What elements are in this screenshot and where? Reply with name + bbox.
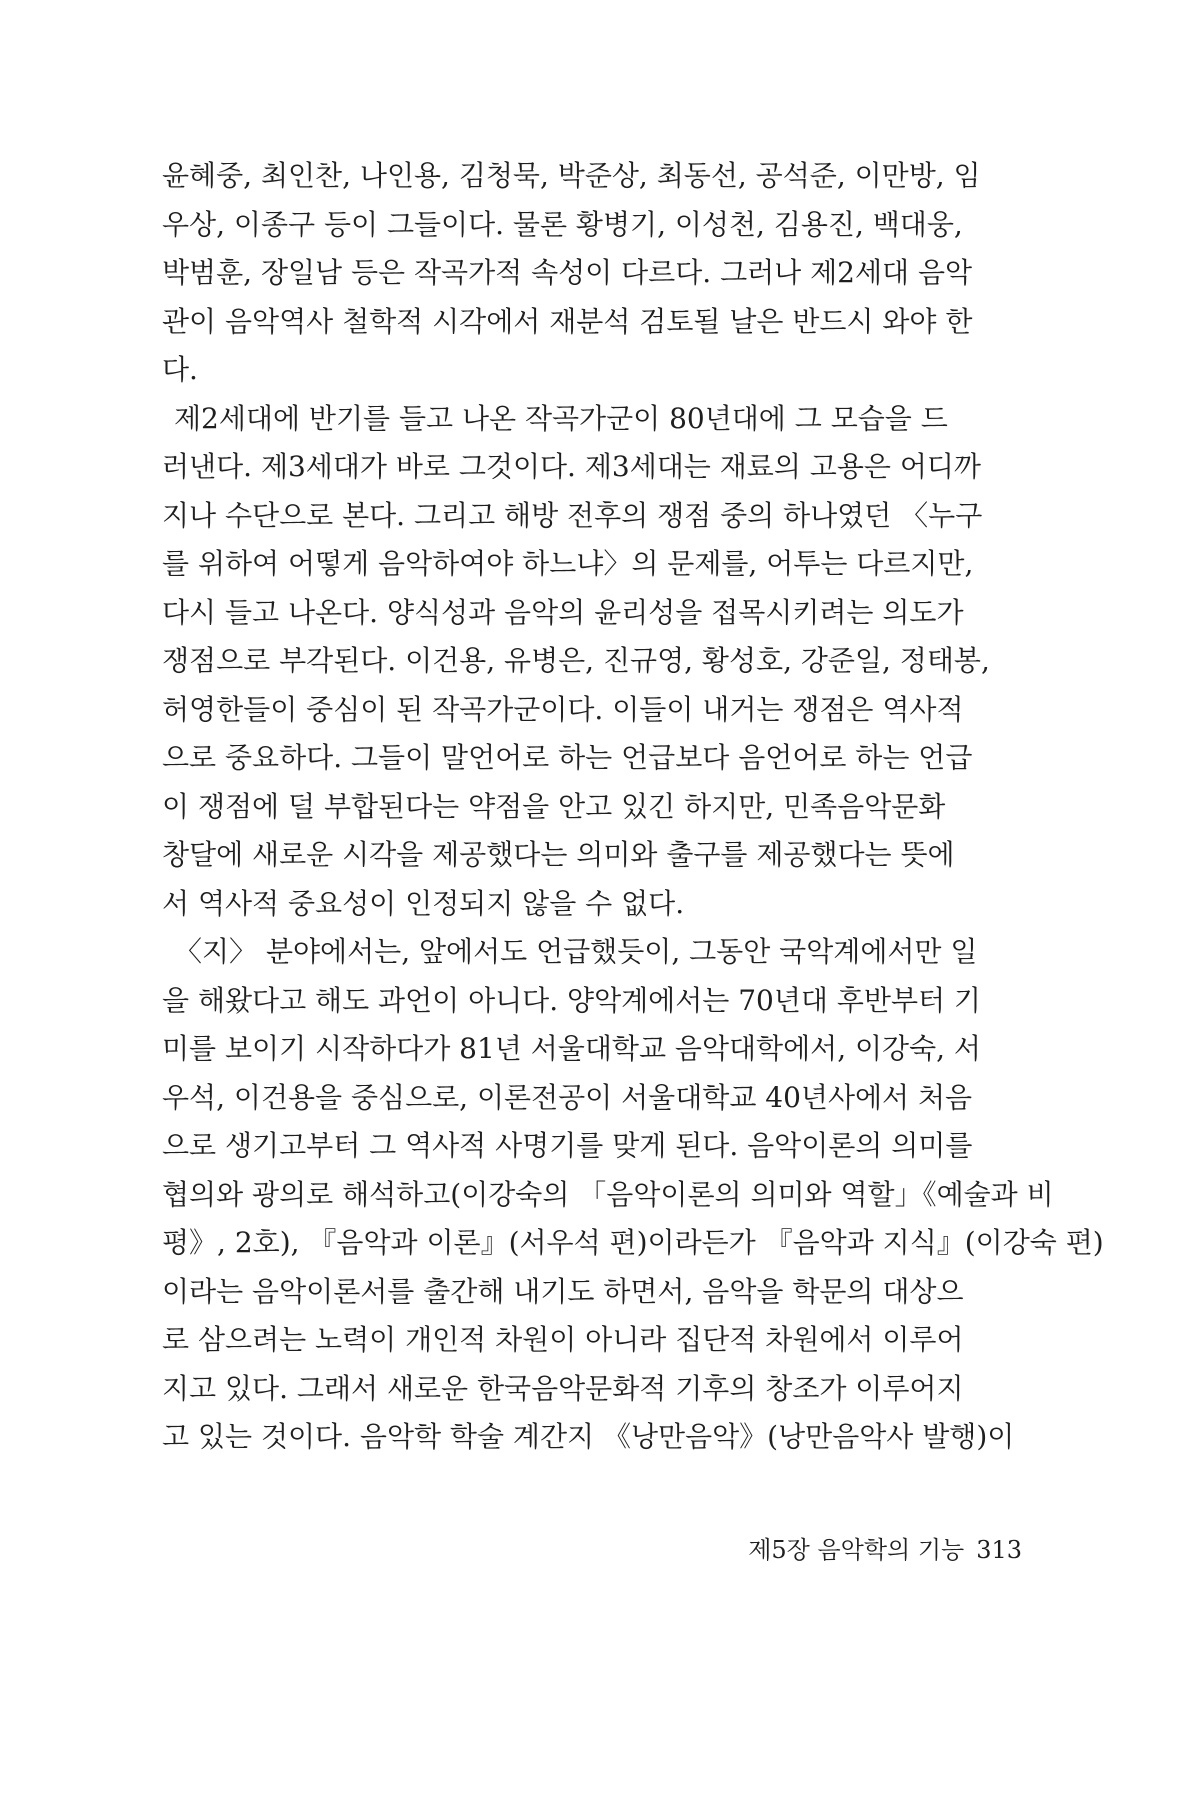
text-line-15: 창달에 새로운 시각을 제공했다는 의미와 출구를 제공했다는 뜻에 (162, 838, 955, 871)
text-line-13: 으로 중요하다. 그들이 말언어로 하는 언급보다 음언어로 하는 언급 (162, 741, 973, 774)
text-line-23: 평》, 2호), 『음악과 이론』(서우석 편)이라든가 『음악과 지식』(이강숙 편) (162, 1226, 1104, 1259)
text-line-27: 고 있는 것이다. 음악학 학술 계간지 《낭만음악》(낭만음악사 발행)이 (162, 1420, 1015, 1453)
text-line-12: 허영한들이 중심이 된 작곡가군이다. 이들이 내거는 쟁점은 역사적 (162, 692, 964, 726)
text-line-10: 다시 들고 나온다. 양식성과 음악의 윤리성을 접목시키려는 의도가 (162, 595, 964, 629)
text-line-26: 지고 있다. 그래서 새로운 한국음악문화적 기후의 창조가 이루어지 (162, 1371, 964, 1405)
text-line-8: 지나 수단으로 본다. 그리고 해방 전후의 쟁점 중의 하나였던 〈누구 (162, 498, 983, 532)
text-line-5: 다. (162, 353, 198, 386)
chapter-title: 제5장 음악학의 기능 (748, 1536, 965, 1564)
text-line-6: 제2세대에 반기를 들고 나온 작곡가군이 80년대에 그 모습을 드 (174, 401, 948, 435)
running-footer (748, 1530, 1022, 1565)
text-line-2: 우상, 이종구 등이 그들이다. 물론 황병기, 이성천, 김용진, 백대웅, (162, 207, 963, 241)
text-line-16: 서 역사적 중요성이 인정되지 않을 수 없다. (162, 886, 685, 920)
text-line-19: 미를 보이기 시작하다가 81년 서울대학교 음악대학에서, 이강숙, 서 (162, 1032, 981, 1065)
text-line-17: 〈지〉 분야에서는, 앞에서도 언급했듯이, 그동안 국악계에서만 일 (174, 935, 978, 968)
text-line-14: 이 쟁점에 덜 부합된다는 약점을 안고 있긴 하지만, 민족음악문화 (162, 789, 946, 823)
text-line-11: 쟁점으로 부각된다. 이건용, 유병은, 진규영, 황성호, 강준일, 정태봉, (162, 644, 990, 677)
text-line-1: 윤혜중, 최인찬, 나인용, 김청묵, 박준상, 최동선, 공석준, 이만방, 임 (162, 159, 981, 192)
text-line-9: 를 위하여 어떻게 음악하여야 하느냐〉의 문제를, 어투는 다르지만, (162, 547, 974, 580)
text-line-18: 을 해왔다고 해도 과언이 아니다. 양악계에서는 70년대 후반부터 기 (162, 983, 981, 1017)
text-line-7: 러낸다. 제3세대가 바로 그것이다. 제3세대는 재료의 고용은 어디까 (162, 450, 981, 483)
text-line-22: 협의와 광의로 해석하고(이강숙의 「음악이론의 의미와 역할」《예술과 비 (162, 1177, 1054, 1211)
text-line-20: 우석, 이건용을 중심으로, 이론전공이 서울대학교 40년사에서 처음 (162, 1080, 973, 1114)
text-line-21: 으로 생기고부터 그 역사적 사명기를 맞게 된다. 음악이론의 의미를 (162, 1129, 973, 1162)
text-line-25: 로 삼으려는 노력이 개인적 차원이 아니라 집단적 차원에서 이루어 (162, 1323, 964, 1356)
text-line-4: 관이 음악역사 철학적 시각에서 재분석 검토될 날은 반드시 와야 한 (162, 304, 973, 338)
text-line-24: 이라는 음악이론서를 출간해 내기도 하면서, 음악을 학문의 대상으 (162, 1274, 964, 1308)
page-number: 313 (976, 1536, 1022, 1564)
body-text (162, 152, 1104, 1462)
text-line-3: 박범훈, 장일남 등은 작곡가적 속성이 다르다. 그러나 제2세대 음악 (162, 256, 973, 289)
